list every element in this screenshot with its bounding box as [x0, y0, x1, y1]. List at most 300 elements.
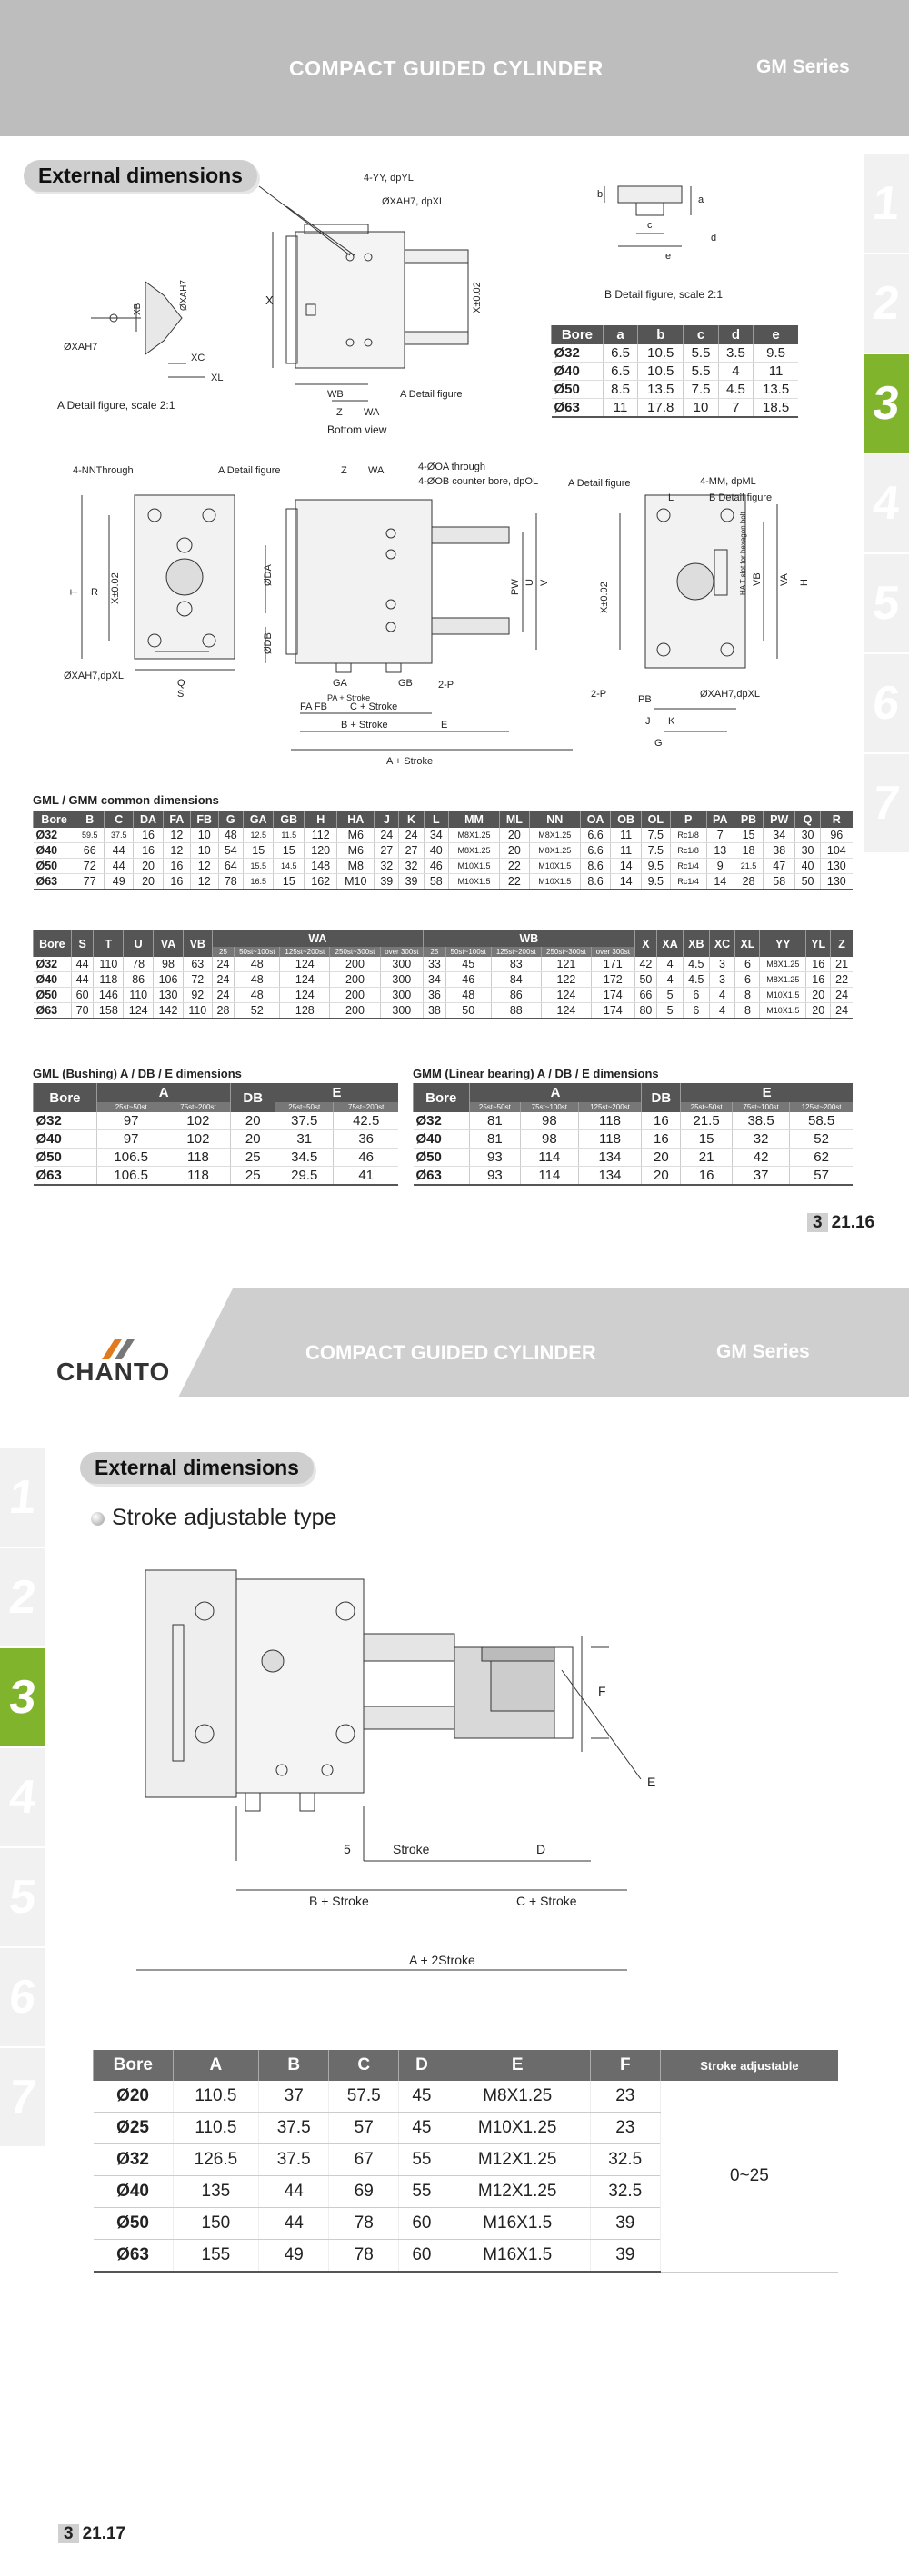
table-cell: 6 [735, 972, 760, 988]
table-cell: M12X1.25 [445, 2176, 590, 2208]
chapter-tab-2[interactable] [864, 254, 909, 353]
table-cell: 50 [795, 874, 820, 890]
table-cell: M10X1.25 [445, 2113, 590, 2144]
table-cell: 48 [218, 828, 243, 843]
label-xahdp: ØXAH7,dpXL [64, 671, 125, 681]
table-cell: 32 [375, 859, 399, 874]
table-cell: 38.5 [732, 1112, 789, 1130]
table-cell: 27 [399, 843, 424, 859]
table-cell: Ø32 [34, 1112, 97, 1130]
table-cell: Ø20 [94, 2081, 174, 2113]
table-cell: 12 [190, 874, 218, 890]
chapter-tab-5[interactable] [0, 1848, 45, 1946]
table-cell: 78 [329, 2240, 399, 2273]
chapter-tab-1[interactable] [0, 1448, 45, 1547]
column-header: XC [709, 930, 735, 957]
table-cell: 57 [329, 2113, 399, 2144]
label-xah7dpxl: ØXAH7, dpXL [382, 196, 445, 207]
label-xah7: ØXAH7 [64, 342, 98, 353]
label-fafb: FA FB [300, 701, 327, 712]
table-cell: 55 [399, 2176, 445, 2208]
table-cell: 6.6 [580, 828, 611, 843]
table-row [34, 874, 854, 890]
table-cell: 18 [734, 843, 764, 859]
column-header: GB [274, 811, 305, 828]
table-cell: 16 [681, 1167, 733, 1186]
column-header: PB [734, 811, 764, 828]
table-cell: 72 [75, 859, 105, 874]
table-cell: 18.5 [754, 399, 798, 418]
table-cell: 39 [590, 2240, 660, 2273]
table-cell: 36 [424, 988, 446, 1003]
table-cell: 110 [183, 1003, 212, 1019]
table-cell: Ø40 [34, 843, 75, 859]
table-cell: Ø50 [34, 859, 75, 874]
table-cell: 118 [165, 1149, 231, 1167]
table-cell: 48 [235, 972, 280, 988]
table-cell: 9.5 [754, 344, 798, 363]
table-cell: M8X1.25 [448, 828, 499, 843]
column-header: WB [424, 930, 634, 947]
table-cell: 102 [165, 1112, 231, 1130]
table-cell: 16 [642, 1130, 681, 1149]
chapter-tab-3[interactable] [864, 354, 909, 453]
chapter-tab-5[interactable] [864, 554, 909, 652]
table-cell: 49 [105, 874, 134, 890]
common-table-label: GML / GMM common dimensions [33, 793, 219, 807]
table-cell: 78 [124, 957, 154, 972]
table-cell: 14 [611, 874, 642, 890]
label-adetail-2: A Detail figure [568, 478, 631, 489]
table-cell: 130 [820, 859, 853, 874]
table-row [414, 1149, 854, 1167]
chapter-tabs-2 [0, 1448, 45, 2148]
table-cell: 34 [424, 828, 448, 843]
column-header: B [75, 811, 105, 828]
column-header: DB [642, 1083, 681, 1112]
table-cell: 5 [657, 988, 684, 1003]
sub-header: 25st~50st [469, 1102, 521, 1112]
table-cell: 104 [820, 843, 853, 859]
column-header: d [718, 325, 753, 344]
table-cell: Ø50 [552, 381, 604, 399]
table-cell: 162 [305, 874, 337, 890]
subtitle-text: Stroke adjustable type [112, 1505, 337, 1530]
table-cell: 98 [521, 1112, 578, 1130]
table-cell: Ø32 [414, 1112, 470, 1130]
table-cell: 37 [259, 2081, 329, 2113]
table-cell: 124 [541, 1003, 591, 1019]
table-cell: M8X1.25 [529, 843, 580, 859]
table-cell: 120 [305, 843, 337, 859]
table-cell: M10X1.5 [448, 874, 499, 890]
table-row [552, 363, 799, 381]
column-header: FA [163, 811, 190, 828]
chapter-tab-label: 6 [870, 677, 903, 730]
header-series-2: GM Series [716, 1341, 810, 1362]
column-header: E [445, 2050, 590, 2081]
table-cell: 22 [831, 972, 853, 988]
chapter-tab-label: 7 [870, 777, 903, 830]
column-header: DA [134, 811, 164, 828]
chapter-tab-label: 3 [870, 377, 903, 430]
table-cell: M8X1.25 [760, 957, 806, 972]
linear-table-label: GMM (Linear bearing) A / DB / E dimensions [413, 1067, 659, 1080]
chapter-tab-2[interactable] [0, 1548, 45, 1646]
table-cell: 37 [732, 1167, 789, 1186]
table-row [34, 988, 854, 1003]
table-cell: 4.5 [718, 381, 753, 399]
table-cell: 118 [578, 1130, 642, 1149]
label-xtol-2: X±0.02 [110, 572, 121, 604]
table-cell: 16 [642, 1112, 681, 1130]
table-cell: 134 [578, 1149, 642, 1167]
column-header: FB [190, 811, 218, 828]
table-cell: 155 [173, 2240, 259, 2273]
table-cell: 20 [642, 1149, 681, 1167]
table-cell: 10.5 [638, 344, 684, 363]
table-cell: 52 [790, 1130, 853, 1149]
table-cell: 37.5 [259, 2113, 329, 2144]
table-cell: Ø63 [94, 2240, 174, 2273]
table-cell: 124 [541, 988, 591, 1003]
sub-header: over 300st [380, 947, 424, 957]
table-cell: M16X1.5 [445, 2208, 590, 2240]
table-cell: 38 [764, 843, 795, 859]
table-header-row [94, 2050, 839, 2081]
column-header: NN [529, 811, 580, 828]
chapter-tab-7[interactable] [864, 754, 909, 852]
table-cell: 15 [274, 843, 305, 859]
table-cell: 32.5 [590, 2144, 660, 2176]
sub-header: 250st~300st [330, 947, 380, 957]
table-cell: 24 [212, 988, 235, 1003]
sub-header: 75st~100st [521, 1102, 578, 1112]
table-cell: 97 [96, 1112, 165, 1130]
column-header: J [375, 811, 399, 828]
label-mm: 4-MM, dpML [700, 476, 756, 487]
table-cell: 130 [820, 874, 853, 890]
table-cell: 57 [790, 1167, 853, 1186]
table-cell: 98 [154, 957, 184, 972]
table-cell: 84 [491, 972, 541, 988]
table-cell: 39 [590, 2208, 660, 2240]
column-header: Stroke adjustable [660, 2050, 838, 2081]
column-header: GA [243, 811, 274, 828]
table-cell: 300 [380, 972, 424, 988]
table-cell: 80 [634, 1003, 657, 1019]
table-row [94, 2081, 839, 2113]
table-cell: 158 [94, 1003, 124, 1019]
table-cell: 38 [424, 1003, 446, 1019]
label-wa: WA [364, 407, 380, 418]
table-row [34, 1112, 399, 1130]
table-cell: 93 [469, 1167, 521, 1186]
table-cell: 47 [764, 859, 795, 874]
table-cell: M10X1.5 [760, 1003, 806, 1019]
chapter-tab-7[interactable] [0, 2048, 45, 2146]
label-q: Q [177, 678, 185, 689]
common-dimensions-table-2 [33, 930, 853, 1019]
label-2p-2: 2-P [591, 689, 607, 700]
table-cell: 17.8 [638, 399, 684, 418]
chapter-tab-3[interactable] [0, 1648, 45, 1746]
table-cell: 60 [399, 2240, 445, 2273]
column-header: HA [337, 811, 375, 828]
table-cell: 46 [424, 859, 448, 874]
table-cell: 72 [183, 972, 212, 988]
table-cell: Ø32 [552, 344, 604, 363]
sub-header: 25st~50st [681, 1102, 733, 1112]
column-header: PW [764, 811, 795, 828]
column-header: L [424, 811, 448, 828]
table-cell: 150 [173, 2208, 259, 2240]
table-cell: 39 [399, 874, 424, 890]
table-cell: 6 [683, 1003, 709, 1019]
table-row [414, 1130, 854, 1149]
table-cell: Ø40 [552, 363, 604, 381]
table-cell: 10 [684, 399, 718, 418]
table-cell: M10X1.5 [448, 859, 499, 874]
table-cell: Rc1/8 [670, 828, 706, 843]
label-da: ØDA [263, 564, 274, 586]
table-cell: 30 [795, 828, 820, 843]
column-header: e [754, 325, 798, 344]
table-cell: 128 [280, 1003, 330, 1019]
label-g: G [654, 738, 663, 749]
label-stroke: Stroke [393, 1842, 430, 1856]
column-header: Bore [94, 2050, 174, 2081]
table-cell: 174 [592, 1003, 635, 1019]
label-bdetail: B Detail figure [709, 492, 773, 503]
chapter-tab-6[interactable] [864, 654, 909, 752]
column-header: T [94, 930, 124, 957]
table-cell: M6 [337, 843, 375, 859]
table-cell: 22 [500, 859, 530, 874]
table-cell: 20 [134, 859, 164, 874]
table-cell: 124 [280, 957, 330, 972]
column-header: MM [448, 811, 499, 828]
sub-header: 75st~100st [732, 1102, 789, 1112]
table-cell: 66 [75, 843, 105, 859]
table-cell: 24 [212, 972, 235, 988]
table-cell: Ø40 [34, 972, 72, 988]
table-cell: 200 [330, 988, 380, 1003]
table-cell: 48 [445, 988, 491, 1003]
table-cell: 16 [806, 972, 831, 988]
a-detail-caption: A Detail figure, scale 2:1 [57, 399, 175, 412]
table-cell: 110 [124, 988, 154, 1003]
table-cell: M10X1.5 [529, 874, 580, 890]
table-cell: Ø32 [34, 957, 72, 972]
table-cell: 41 [334, 1167, 398, 1186]
table-header-row [34, 1083, 399, 1102]
column-header: Z [831, 930, 853, 957]
table-row [34, 972, 854, 988]
table-cell: 172 [592, 972, 635, 988]
table-cell: 42.5 [334, 1112, 398, 1130]
sub-header: 125st~200st [491, 947, 541, 957]
table-cell: 8.6 [580, 874, 611, 890]
table-cell: 81 [469, 1130, 521, 1149]
table-cell: 93 [469, 1149, 521, 1167]
column-header: F [590, 2050, 660, 2081]
table-row [34, 1130, 399, 1149]
label-e-3: E [647, 1775, 656, 1789]
table-cell: 135 [173, 2176, 259, 2208]
table-cell: 46 [445, 972, 491, 988]
table-cell: 124 [280, 988, 330, 1003]
table-cell: 3 [709, 957, 735, 972]
table-cell: 24 [831, 1003, 853, 1019]
table-cell: 13.5 [638, 381, 684, 399]
label-gb: GB [398, 678, 413, 689]
column-header: XB [683, 930, 709, 957]
column-header: a [603, 325, 637, 344]
table-cell: Ø63 [34, 1003, 72, 1019]
label-d: d [711, 233, 717, 244]
chapter-tab-1[interactable] [864, 154, 909, 253]
table-cell: 114 [521, 1167, 578, 1186]
table-cell: 78 [329, 2208, 399, 2240]
header-title: COMPACT GUIDED CYLINDER [289, 56, 604, 80]
table-cell: 40 [795, 859, 820, 874]
table-row [414, 1112, 854, 1130]
table-cell: 16.5 [243, 874, 274, 890]
table-cell: 20 [500, 843, 530, 859]
table-cell: 14.5 [274, 859, 305, 874]
table-cell: 112 [305, 828, 337, 843]
table-cell: 6.5 [603, 363, 637, 381]
table-cell: 46 [334, 1149, 398, 1167]
table-row [34, 843, 854, 859]
table-cell: 8 [735, 988, 760, 1003]
table-header-row [414, 1083, 854, 1102]
column-header: YL [806, 930, 831, 957]
label-va: VA [779, 573, 790, 586]
table-cell: 48 [235, 988, 280, 1003]
table-cell: 40 [424, 843, 448, 859]
table-cell: 4.5 [683, 957, 709, 972]
table-cell: 45 [399, 2113, 445, 2144]
sub-header: 25st~50st [96, 1102, 165, 1112]
table-cell: 32 [399, 859, 424, 874]
table-cell: 37.5 [105, 828, 134, 843]
table-cell: 32 [732, 1130, 789, 1149]
column-header: DB [231, 1083, 275, 1112]
table-cell: 6.5 [603, 344, 637, 363]
table-cell: 23 [590, 2081, 660, 2113]
chapter-tab-label: 3 [6, 1671, 39, 1724]
table-cell: 37.5 [259, 2144, 329, 2176]
table-cell: 81 [469, 1112, 521, 1130]
label-b-stroke: B + Stroke [341, 720, 388, 731]
label-t: T [69, 589, 80, 595]
table-cell: Ø40 [414, 1130, 470, 1149]
table-cell: 124 [124, 1003, 154, 1019]
table-cell: 86 [124, 972, 154, 988]
stroke-adjustable-table [93, 2050, 838, 2273]
column-header: OB [611, 811, 642, 828]
table-cell: 42 [634, 957, 657, 972]
label-oa: 4-ØOA through [418, 462, 485, 472]
table-cell: 44 [71, 957, 94, 972]
table-cell: 106.5 [96, 1149, 165, 1167]
table-cell: 114 [521, 1149, 578, 1167]
table-cell: 13 [706, 843, 734, 859]
label-x: X [265, 293, 274, 307]
table-cell: 5.5 [684, 344, 718, 363]
chapter-tab-6[interactable] [0, 1948, 45, 2046]
table-cell: 44 [71, 972, 94, 988]
table-cell: 25 [231, 1167, 275, 1186]
table-cell: 36 [334, 1130, 398, 1149]
table-cell: 16 [806, 957, 831, 972]
table-cell: 4 [657, 957, 684, 972]
table-cell: M10X1.5 [760, 988, 806, 1003]
table-cell: 4 [718, 363, 753, 381]
table-cell: 22 [500, 874, 530, 890]
label-c-stroke: C + Stroke [350, 701, 398, 712]
table-cell: 45 [399, 2081, 445, 2113]
table-cell: 16 [134, 828, 164, 843]
table-cell: 110.5 [173, 2081, 259, 2113]
table-cell: M8X1.25 [448, 843, 499, 859]
table-cell: 21 [681, 1149, 733, 1167]
table-row [34, 1149, 399, 1167]
table-cell: 14 [706, 874, 734, 890]
column-header: c [684, 325, 718, 344]
column-header: A [173, 2050, 259, 2081]
table-cell: 63 [183, 957, 212, 972]
label-adetail: A Detail figure [400, 389, 463, 400]
chapter-tabs [864, 154, 909, 854]
column-header: S [71, 930, 94, 957]
table-cell: 98 [521, 1130, 578, 1149]
label-z: Z [336, 407, 343, 418]
chapter-tab-4[interactable] [864, 454, 909, 552]
table-cell: 118 [578, 1112, 642, 1130]
table-cell: 15.5 [243, 859, 274, 874]
sub-header: 25 [212, 947, 235, 957]
table-cell: M8X1.25 [760, 972, 806, 988]
table-cell: 11.5 [274, 828, 305, 843]
chapter-tab-4[interactable] [0, 1748, 45, 1846]
table-cell: 64 [218, 859, 243, 874]
table-cell: 21 [831, 957, 853, 972]
table-cell: Ø25 [94, 2113, 174, 2144]
table-cell: 11 [611, 843, 642, 859]
column-header: Bore [414, 1083, 470, 1112]
label-xc: XC [191, 353, 205, 363]
table-cell: 171 [592, 957, 635, 972]
column-header: G [218, 811, 243, 828]
table-cell: 9.5 [641, 874, 670, 890]
table-cell: 39 [375, 874, 399, 890]
table-cell: 55 [399, 2144, 445, 2176]
table-cell: 124 [280, 972, 330, 988]
page-number-2: 3 21.17 [58, 2524, 125, 2544]
label-adetail-1: A Detail figure [218, 465, 281, 476]
label-pb: PB [638, 694, 652, 705]
column-header: OL [641, 811, 670, 828]
table-cell: 118 [94, 972, 124, 988]
table-row [552, 399, 799, 418]
common-dimensions-table-1 [33, 811, 853, 890]
table-cell: 8.5 [603, 381, 637, 399]
table-cell: 134 [578, 1167, 642, 1186]
table-cell: 7.5 [684, 381, 718, 399]
